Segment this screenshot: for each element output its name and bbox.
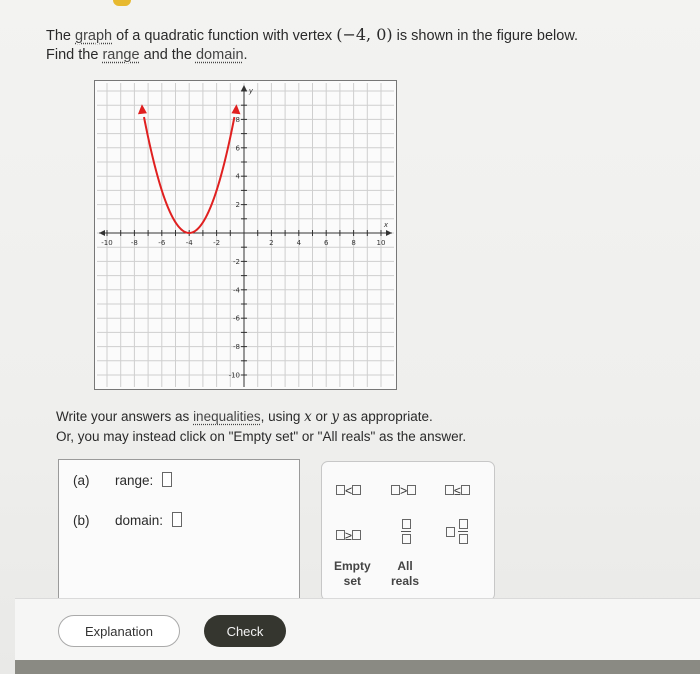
x-tick-label: -2 bbox=[213, 239, 221, 247]
x-tick-label: -4 bbox=[185, 239, 193, 247]
x-tick-label: 2 bbox=[269, 239, 274, 247]
mixed-number-button[interactable] bbox=[446, 519, 468, 544]
ge-symbol: ≥ bbox=[345, 529, 352, 543]
domain-input[interactable] bbox=[172, 512, 182, 527]
inequalities-glossary-link[interactable]: inequalities bbox=[193, 409, 261, 424]
problem-statement bbox=[46, 25, 578, 65]
domain-row bbox=[73, 512, 182, 528]
gt-symbol: > bbox=[400, 484, 408, 498]
x-tick-label: 6 bbox=[323, 239, 329, 247]
bottom-edge bbox=[15, 660, 700, 674]
instruction-text: Write your answers as bbox=[56, 409, 190, 424]
all-reals-button[interactable] bbox=[391, 559, 419, 589]
explanation-button[interactable] bbox=[58, 615, 180, 647]
instruction-line2: Or, you may instead click on "Empty set" or "All reals" as the answer. bbox=[56, 429, 467, 444]
x-tick-label: -6 bbox=[158, 239, 166, 247]
instruction-text: , using bbox=[260, 409, 301, 424]
x-tick-label: 10 bbox=[376, 239, 386, 247]
fraction-button[interactable] bbox=[401, 519, 411, 544]
curve-arrow-right bbox=[231, 104, 240, 114]
range-glossary-link[interactable]: range bbox=[102, 47, 140, 63]
y-tick-label: 6 bbox=[235, 144, 240, 153]
y-tick-label: 2 bbox=[235, 201, 240, 210]
greater-than-button[interactable] bbox=[391, 484, 416, 498]
prompt-text: . bbox=[243, 47, 248, 63]
domain-glossary-link[interactable]: domain bbox=[195, 47, 244, 63]
x-axis-label: x bbox=[383, 221, 389, 229]
top-accent bbox=[113, 0, 131, 6]
less-than-button[interactable] bbox=[336, 484, 361, 498]
prompt-text: is shown in the figure below. bbox=[396, 28, 579, 44]
prompt-text: The bbox=[46, 28, 71, 44]
graph-glossary-link[interactable]: graph bbox=[75, 28, 113, 44]
domain-label: domain: bbox=[115, 513, 164, 528]
instructions bbox=[56, 407, 466, 446]
y-tick-label: -2 bbox=[233, 257, 240, 266]
all-reals-label: All bbox=[397, 559, 413, 573]
x-tick-label: -8 bbox=[130, 239, 138, 247]
y-tick-label: -8 bbox=[233, 343, 240, 352]
x-tick-label: -10 bbox=[101, 239, 113, 247]
vertex-value: (−4, 0) bbox=[336, 25, 393, 44]
y-tick-label: -10 bbox=[228, 371, 240, 380]
curve-arrow-left bbox=[138, 104, 147, 114]
var-x: x bbox=[304, 409, 312, 425]
y-tick-label: 8 bbox=[235, 115, 240, 124]
part-a-label: (a) bbox=[73, 473, 90, 488]
le-symbol: ≤ bbox=[454, 484, 461, 498]
grid-lines bbox=[97, 83, 394, 387]
y-tick-label: -6 bbox=[233, 314, 240, 323]
prompt-text: and the bbox=[143, 47, 192, 63]
axes bbox=[99, 85, 392, 387]
empty-set-label: Empty bbox=[334, 559, 371, 573]
y-axis-label: y bbox=[248, 87, 254, 95]
y-tick-label: 4 bbox=[235, 172, 240, 181]
lt-symbol: < bbox=[345, 484, 353, 498]
less-equal-button[interactable] bbox=[445, 484, 470, 498]
graph-svg bbox=[95, 81, 396, 389]
range-label: range: bbox=[115, 473, 154, 488]
footer-bar bbox=[15, 598, 700, 661]
prompt-text: Find the bbox=[46, 47, 99, 63]
symbol-palette bbox=[321, 461, 495, 601]
check-button[interactable] bbox=[204, 615, 286, 647]
instruction-text: or bbox=[315, 409, 328, 424]
answer-box bbox=[58, 459, 300, 603]
var-y: y bbox=[331, 409, 339, 425]
instruction-text: as appropriate. bbox=[342, 409, 433, 424]
greater-equal-button[interactable] bbox=[336, 529, 361, 543]
range-row bbox=[73, 472, 172, 488]
quadratic-graph bbox=[94, 80, 397, 390]
empty-set-button[interactable] bbox=[334, 559, 371, 589]
x-tick-label: 8 bbox=[351, 239, 356, 247]
y-tick-label: -4 bbox=[233, 286, 240, 295]
prompt-text: of a quadratic function with vertex bbox=[116, 28, 333, 44]
explanation-label: Explanation bbox=[85, 623, 153, 639]
empty-set-label: set bbox=[343, 574, 362, 588]
x-tick-label: 4 bbox=[296, 239, 302, 247]
all-reals-label: reals bbox=[391, 574, 420, 588]
check-label: Check bbox=[226, 623, 264, 639]
range-input[interactable] bbox=[162, 472, 172, 487]
part-b-label: (b) bbox=[73, 513, 90, 528]
